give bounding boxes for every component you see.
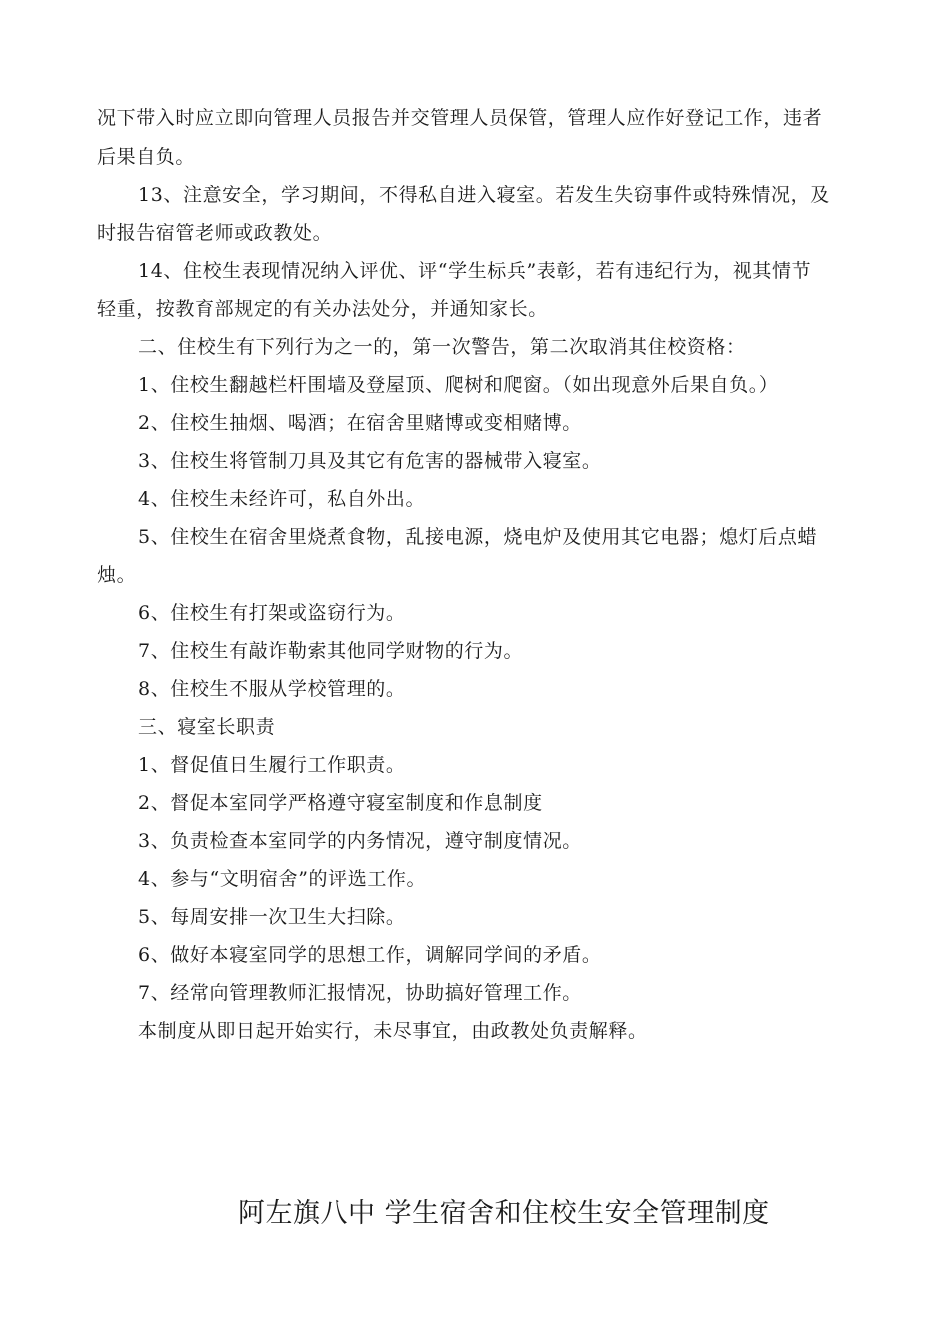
text-line: 况下带入时应立即向管理人员报告并交管理人员保管，管理人应作好登记工作，违者 <box>97 107 823 129</box>
list-item-continuation: 烛。 <box>97 564 137 586</box>
list-item: 6、住校生有打架或盗窃行为。 <box>138 602 406 624</box>
closing-statement: 本制度从即日起开始实行，未尽事宜，由政教处负责解释。 <box>138 1020 648 1042</box>
text-line: 14、住校生表现情况纳入评优、评“学生标兵”表彰，若有违纪行为，视其情节 <box>138 260 812 282</box>
list-item: 5、住校生在宿舍里烧煮食物，乱接电源，烧电炉及使用其它电器；熄灯后点蜡 <box>138 526 818 548</box>
list-item: 1、住校生翻越栏杆围墙及登屋顶、爬树和爬窗。（如出现意外后果自负。） <box>138 374 779 396</box>
text-line: 时报告宿管老师或政教处。 <box>97 222 333 244</box>
list-item: 5、每周安排一次卫生大扫除。 <box>138 906 406 928</box>
list-item: 4、参与“文明宿舍”的评选工作。 <box>138 868 427 890</box>
text-line: 轻重，按教育部规定的有关办法处分，并通知家长。 <box>97 298 548 320</box>
list-item: 2、住校生抽烟、喝酒；在宿舍里赌博或变相赌博。 <box>138 412 582 434</box>
text-line: 13、注意安全，学习期间，不得私自进入寝室。若发生失窃事件或特殊情况，及 <box>138 184 830 206</box>
list-item: 7、经常向管理教师汇报情况，协助搞好管理工作。 <box>138 982 582 1004</box>
section-heading: 三、寝室长职责 <box>138 716 276 738</box>
list-item: 6、做好本寝室同学的思想工作，调解同学间的矛盾。 <box>138 944 602 966</box>
list-item: 4、住校生未经许可，私自外出。 <box>138 488 426 510</box>
list-item: 1、督促值日生履行工作职责。 <box>138 754 406 776</box>
document-title: 阿左旗八中 学生宿舍和住校生安全管理制度 <box>238 1198 770 1229</box>
section-heading: 二、住校生有下列行为之一的，第一次警告，第二次取消其住校资格： <box>138 336 746 358</box>
list-item: 3、负责检查本室同学的内务情况，遵守制度情况。 <box>138 830 582 852</box>
list-item: 8、住校生不服从学校管理的。 <box>138 678 406 700</box>
list-item: 7、住校生有敲诈勒索其他同学财物的行为。 <box>138 640 524 662</box>
list-item: 3、住校生将管制刀具及其它有危害的器械带入寝室。 <box>138 450 602 472</box>
list-item: 2、督促本室同学严格遵守寝室制度和作息制度 <box>138 792 543 814</box>
text-line: 后果自负。 <box>97 146 196 168</box>
